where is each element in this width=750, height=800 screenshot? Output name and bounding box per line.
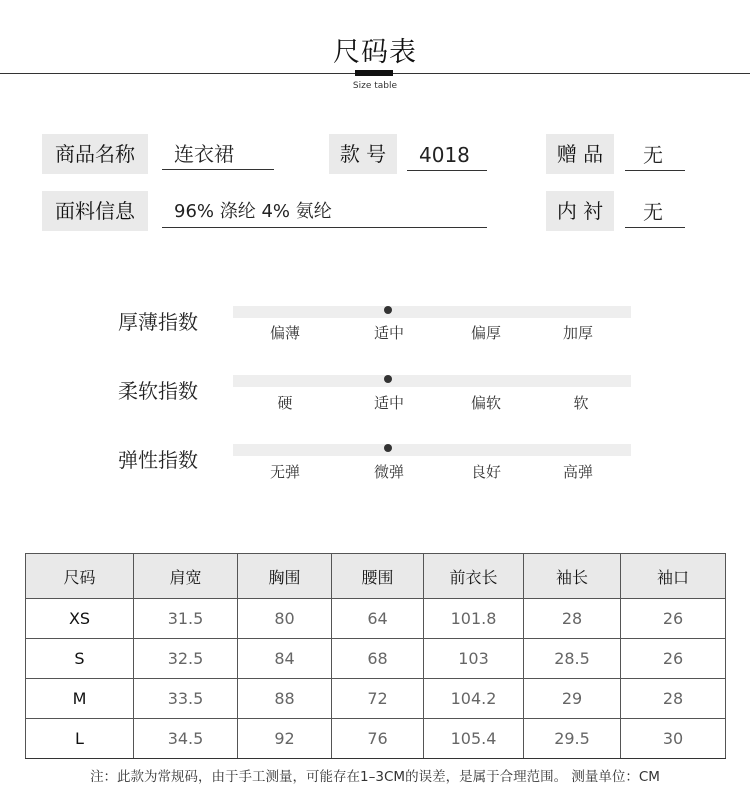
- measurement-note: 注：此款为常规码，由于手工测量，可能存在1–3CM的误差，是属于合理范围。 测量单位：CM: [90, 769, 660, 785]
- table-cell: 72: [332, 679, 424, 719]
- table-cell: 28: [524, 599, 621, 639]
- size-table: [25, 553, 726, 759]
- table-cell: 104.2: [424, 679, 524, 719]
- table-cell: 34.5: [134, 719, 238, 759]
- column-header: 肩宽: [134, 554, 238, 599]
- table-row: [26, 599, 726, 639]
- lining-value: 无: [625, 197, 685, 228]
- table-cell: 92: [238, 719, 332, 759]
- table-cell: 33.5: [134, 679, 238, 719]
- column-header: 袖口: [621, 554, 726, 599]
- elasticity-option: 高弹: [562, 463, 593, 481]
- thickness-option: 偏厚: [470, 324, 501, 342]
- column-header: 尺码: [26, 554, 134, 599]
- table-cell: L: [26, 719, 134, 759]
- table-row: [26, 679, 726, 719]
- thickness-option: 适中: [373, 324, 404, 342]
- table-cell: 28: [621, 679, 726, 719]
- softness-index-track: [233, 375, 631, 387]
- table-cell: 101.8: [424, 599, 524, 639]
- style-number-label: 款 号: [329, 134, 397, 174]
- table-cell: 103: [424, 639, 524, 679]
- table-cell: 84: [238, 639, 332, 679]
- table-cell: XS: [26, 599, 134, 639]
- table-cell: 29: [524, 679, 621, 719]
- elasticity-index-marker: [384, 444, 392, 452]
- column-header: 胸围: [238, 554, 332, 599]
- thickness-index-track: [233, 306, 631, 318]
- table-cell: 64: [332, 599, 424, 639]
- elasticity-option: 微弹: [373, 463, 404, 481]
- column-header: 前衣长: [424, 554, 524, 599]
- page-title: 尺码表: [333, 37, 417, 68]
- table-cell: 30: [621, 719, 726, 759]
- fabric-label: 面料信息: [42, 191, 148, 231]
- softness-index-label: 柔软指数: [118, 379, 198, 403]
- gift-value: 无: [625, 140, 685, 171]
- softness-option: 适中: [373, 394, 404, 412]
- table-cell: 32.5: [134, 639, 238, 679]
- gift-label: 赠 品: [546, 134, 614, 174]
- table-cell: 88: [238, 679, 332, 719]
- table-cell: 31.5: [134, 599, 238, 639]
- page-subtitle: Size table: [352, 81, 398, 91]
- table-cell: 76: [332, 719, 424, 759]
- column-header: 腰围: [332, 554, 424, 599]
- product-name-label: 商品名称: [42, 134, 148, 174]
- elasticity-index-track: [233, 444, 631, 456]
- softness-index-marker: [384, 375, 392, 383]
- table-cell: 80: [238, 599, 332, 639]
- table-cell: 68: [332, 639, 424, 679]
- table-cell: S: [26, 639, 134, 679]
- thickness-option: 加厚: [562, 324, 593, 342]
- elasticity-option: 良好: [470, 463, 501, 481]
- table-cell: 29.5: [524, 719, 621, 759]
- fabric-value: 96% 涤纶 4% 氨纶: [162, 197, 487, 228]
- style-number-value: 4018: [407, 140, 487, 171]
- softness-option: 软: [573, 394, 589, 412]
- table-header-row: [26, 554, 726, 599]
- elasticity-option: 无弹: [269, 463, 300, 481]
- table-row: [26, 719, 726, 759]
- lining-label: 内 衬: [546, 191, 614, 231]
- table-cell: 26: [621, 599, 726, 639]
- table-cell: 28.5: [524, 639, 621, 679]
- thickness-index-label: 厚薄指数: [118, 310, 198, 334]
- softness-option: 偏软: [470, 394, 501, 412]
- thickness-index-marker: [384, 306, 392, 314]
- title-accent-bar: [355, 70, 393, 76]
- softness-option: 硬: [277, 394, 293, 412]
- elasticity-index-label: 弹性指数: [118, 448, 198, 472]
- table-cell: 26: [621, 639, 726, 679]
- table-cell: M: [26, 679, 134, 719]
- thickness-option: 偏薄: [269, 324, 300, 342]
- table-cell: 105.4: [424, 719, 524, 759]
- column-header: 袖长: [524, 554, 621, 599]
- table-row: [26, 639, 726, 679]
- product-name-value: 连衣裙: [162, 139, 274, 170]
